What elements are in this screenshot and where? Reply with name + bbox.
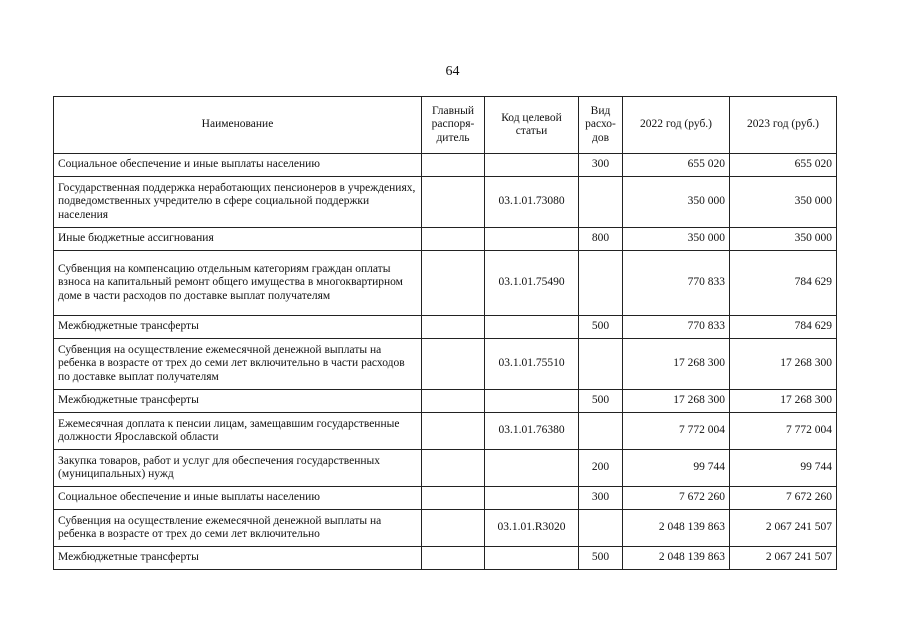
row-2022: 350 000 <box>623 177 730 228</box>
row-code: 03.1.01.75490 <box>485 251 579 316</box>
row-code <box>485 154 579 177</box>
row-code <box>485 316 579 339</box>
row-name: Закупка товаров, работ и услуг для обеспечения государственных (муниципальных) нужд <box>54 450 422 487</box>
row-2022: 770 833 <box>623 316 730 339</box>
row-2023: 350 000 <box>730 177 837 228</box>
row-2022: 770 833 <box>623 251 730 316</box>
table-row <box>54 487 837 510</box>
table-row <box>54 450 837 487</box>
row-name: Государственная поддержка неработающих пенсионеров в учреждениях, подведомственных учредителю в сфере социальной поддержки населения <box>54 177 422 228</box>
table-row <box>54 547 837 570</box>
budget-table <box>53 96 837 570</box>
row-type: 300 <box>579 487 623 510</box>
row-2023: 655 020 <box>730 154 837 177</box>
row-code: 03.1.01.75510 <box>485 339 579 390</box>
row-type <box>579 413 623 450</box>
table-row <box>54 390 837 413</box>
row-admin <box>422 154 485 177</box>
row-code: 03.1.01.73080 <box>485 177 579 228</box>
row-admin <box>422 487 485 510</box>
row-code: 03.1.01.76380 <box>485 413 579 450</box>
row-type <box>579 510 623 547</box>
row-type: 200 <box>579 450 623 487</box>
row-name: Межбюджетные трансферты <box>54 547 422 570</box>
row-code <box>485 390 579 413</box>
row-type <box>579 339 623 390</box>
table-header-row <box>54 97 837 154</box>
header-name: Наименование <box>54 97 422 154</box>
row-admin <box>422 510 485 547</box>
row-code: 03.1.01.R3020 <box>485 510 579 547</box>
row-code <box>485 228 579 251</box>
table-row <box>54 251 837 316</box>
row-code <box>485 487 579 510</box>
page-number: 64 <box>445 64 460 79</box>
row-2023: 17 268 300 <box>730 390 837 413</box>
table-row <box>54 510 837 547</box>
row-name: Субвенция на компенсацию отдельным категориям граждан оплаты взноса на капитальный ремонт общего имущества в многоквартирном доме в части расходов по доставке выплат получателям <box>54 251 422 316</box>
row-admin <box>422 339 485 390</box>
row-name: Субвенция на осуществление ежемесячной денежной выплаты на ребенка в возрасте от трех до семи лет включительно <box>54 510 422 547</box>
row-name: Межбюджетные трансферты <box>54 316 422 339</box>
row-2023: 7 672 260 <box>730 487 837 510</box>
row-2023: 2 067 241 507 <box>730 547 837 570</box>
row-2022: 7 772 004 <box>623 413 730 450</box>
row-2022: 7 672 260 <box>623 487 730 510</box>
row-name: Ежемесячная доплата к пенсии лицам, замещавшим государственные должности Ярославской области <box>54 413 422 450</box>
row-admin <box>422 228 485 251</box>
row-type: 500 <box>579 390 623 413</box>
row-admin <box>422 450 485 487</box>
row-type <box>579 177 623 228</box>
row-admin <box>422 390 485 413</box>
row-2023: 99 744 <box>730 450 837 487</box>
row-2023: 7 772 004 <box>730 413 837 450</box>
row-type: 300 <box>579 154 623 177</box>
header-type: Вид расхо-дов <box>579 97 623 154</box>
row-name: Субвенция на осуществление ежемесячной денежной выплаты на ребенка в возрасте от трех до семи лет включительно в части расходов по доставке выплат получателям <box>54 339 422 390</box>
row-admin <box>422 251 485 316</box>
row-2023: 17 268 300 <box>730 339 837 390</box>
table-row <box>54 177 837 228</box>
row-2022: 17 268 300 <box>623 339 730 390</box>
row-2022: 655 020 <box>623 154 730 177</box>
row-type: 500 <box>579 547 623 570</box>
row-2023: 784 629 <box>730 251 837 316</box>
row-2022: 17 268 300 <box>623 390 730 413</box>
row-type <box>579 251 623 316</box>
table-row <box>54 339 837 390</box>
row-code <box>485 547 579 570</box>
header-admin: Главный распоря-дитель <box>422 97 485 154</box>
row-admin <box>422 177 485 228</box>
row-admin <box>422 413 485 450</box>
row-2022: 2 048 139 863 <box>623 510 730 547</box>
row-admin <box>422 547 485 570</box>
row-name: Межбюджетные трансферты <box>54 390 422 413</box>
table-row <box>54 413 837 450</box>
header-2023: 2023 год (руб.) <box>730 97 837 154</box>
row-2022: 2 048 139 863 <box>623 547 730 570</box>
row-2022: 99 744 <box>623 450 730 487</box>
row-type: 500 <box>579 316 623 339</box>
row-name: Иные бюджетные ассигнования <box>54 228 422 251</box>
header-code: Код целевой статьи <box>485 97 579 154</box>
table-row <box>54 316 837 339</box>
row-name: Социальное обеспечение и иные выплаты населению <box>54 487 422 510</box>
row-type: 800 <box>579 228 623 251</box>
row-admin <box>422 316 485 339</box>
row-2022: 350 000 <box>623 228 730 251</box>
row-2023: 784 629 <box>730 316 837 339</box>
header-2022: 2022 год (руб.) <box>623 97 730 154</box>
table-row <box>54 228 837 251</box>
row-2023: 350 000 <box>730 228 837 251</box>
row-code <box>485 450 579 487</box>
table-row <box>54 154 837 177</box>
row-2023: 2 067 241 507 <box>730 510 837 547</box>
row-name: Социальное обеспечение и иные выплаты населению <box>54 154 422 177</box>
